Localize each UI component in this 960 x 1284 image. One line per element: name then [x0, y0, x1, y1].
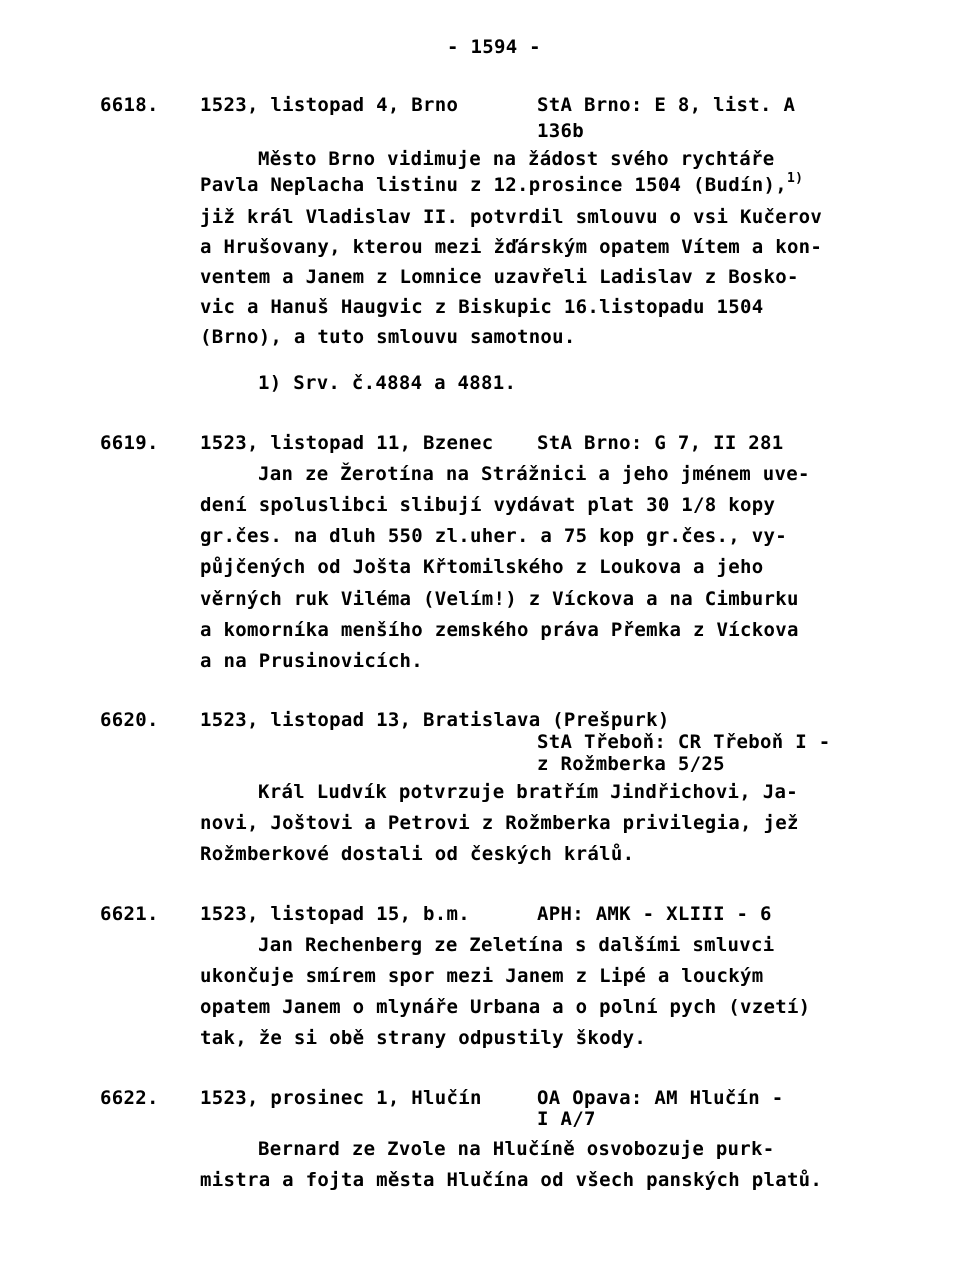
regest-line: a na Prusinovicích.	[200, 650, 424, 672]
regest-line: věrných ruk Viléma (Velím!) z Víckova a na Cimburku	[200, 588, 799, 610]
entry-date-place: 1523, listopad 11, Bzenec	[200, 432, 494, 454]
regest-line: a komorníka menšího zemského práva Přemka z Víckova	[200, 619, 799, 641]
archive-source-cont: z Rožmberka 5/25	[537, 753, 725, 775]
entry-date-place: 1523, listopad 4, Brno	[200, 94, 459, 116]
entry-date-place: 1523, prosinec 1, Hlučín	[200, 1087, 482, 1109]
entry-date-place: 1523, listopad 13, Bratislava (Prešpurk)	[200, 709, 670, 731]
regest-line: půjčených od Jošta Křtomilského z Loukova a jeho	[200, 556, 764, 578]
regest-line-with-note	[200, 172, 803, 198]
regest-line: a Hrušovany, kterou mezi žďárským opatem Vítem a kon-	[200, 236, 823, 258]
entry-number: 6621.	[100, 903, 159, 925]
archive-source: OA Opava: AM Hlučín -	[537, 1087, 784, 1109]
footnote-mark: 1)	[786, 170, 804, 186]
entry-date-place: 1523, listopad 15, b.m.	[200, 903, 470, 925]
regest-line: ventem a Janem z Lomnice uzavřeli Ladislav z Bosko-	[200, 266, 799, 288]
regest-line: tak, že si obě strany odpustily škody.	[200, 1027, 647, 1049]
footnote: 1) Srv. č.4884 a 4881.	[258, 372, 517, 394]
regest-line: Král Ludvík potvrzuje bratřím Jindřichovi, Ja-	[258, 781, 798, 803]
regest-line: Město Brno vidimuje na žádost svého rychtáře	[258, 148, 775, 170]
regest-line: Jan ze Žerotína na Strážnici a jeho jménem uve-	[258, 463, 810, 485]
entry-number: 6620.	[100, 709, 159, 731]
archive-source-cont: I A/7	[537, 1108, 596, 1130]
regest-line: novi, Joštovi a Petrovi z Rožmberka privilegia, jež	[200, 812, 799, 834]
entry-number: 6619.	[100, 432, 159, 454]
archive-source: StA Brno: G 7, II 281	[537, 432, 784, 454]
regest-line: Jan Rechenberg ze Zeletína s dalšími smluvci	[258, 934, 775, 956]
archive-source: StA Třeboň: CR Třeboň I -	[537, 731, 831, 753]
regest-line: ukončuje smírem spor mezi Janem z Lipé a louckým	[200, 965, 764, 987]
page-number: - 1594 -	[447, 36, 541, 58]
regest-line: gr.čes. na dluh 550 zl.uher. a 75 kop gr.čes., vy-	[200, 525, 787, 547]
regest-line: Pavla Neplacha listinu z 12.prosince 1504 (Budín),	[200, 174, 787, 196]
regest-line: mistra a fojta města Hlučína od všech panských platů.	[200, 1169, 823, 1191]
archive-source-cont: 136b	[537, 120, 584, 142]
archive-source: StA Brno: E 8, list. A	[537, 94, 796, 116]
regest-line: Rožmberkové dostali od českých králů.	[200, 843, 635, 865]
regest-line: vic a Hanuš Haugvic z Biskupic 16.listopadu 1504	[200, 296, 764, 318]
regest-line: Bernard ze Zvole na Hlučíně osvobozuje purk-	[258, 1138, 775, 1160]
regest-line: (Brno), a tuto smlouvu samotnou.	[200, 326, 576, 348]
entry-number: 6622.	[100, 1087, 159, 1109]
regest-line: dení spoluslibci slibují vydávat plat 30 1/8 kopy	[200, 494, 776, 516]
entry-number: 6618.	[100, 94, 159, 116]
regest-line: opatem Janem o mlynáře Urbana a o polní pych (vzetí)	[200, 996, 811, 1018]
regest-line: již král Vladislav II. potvrdil smlouvu o vsi Kučerov	[200, 206, 823, 228]
archive-source: APH: AMK - XLIII - 6	[537, 903, 772, 925]
